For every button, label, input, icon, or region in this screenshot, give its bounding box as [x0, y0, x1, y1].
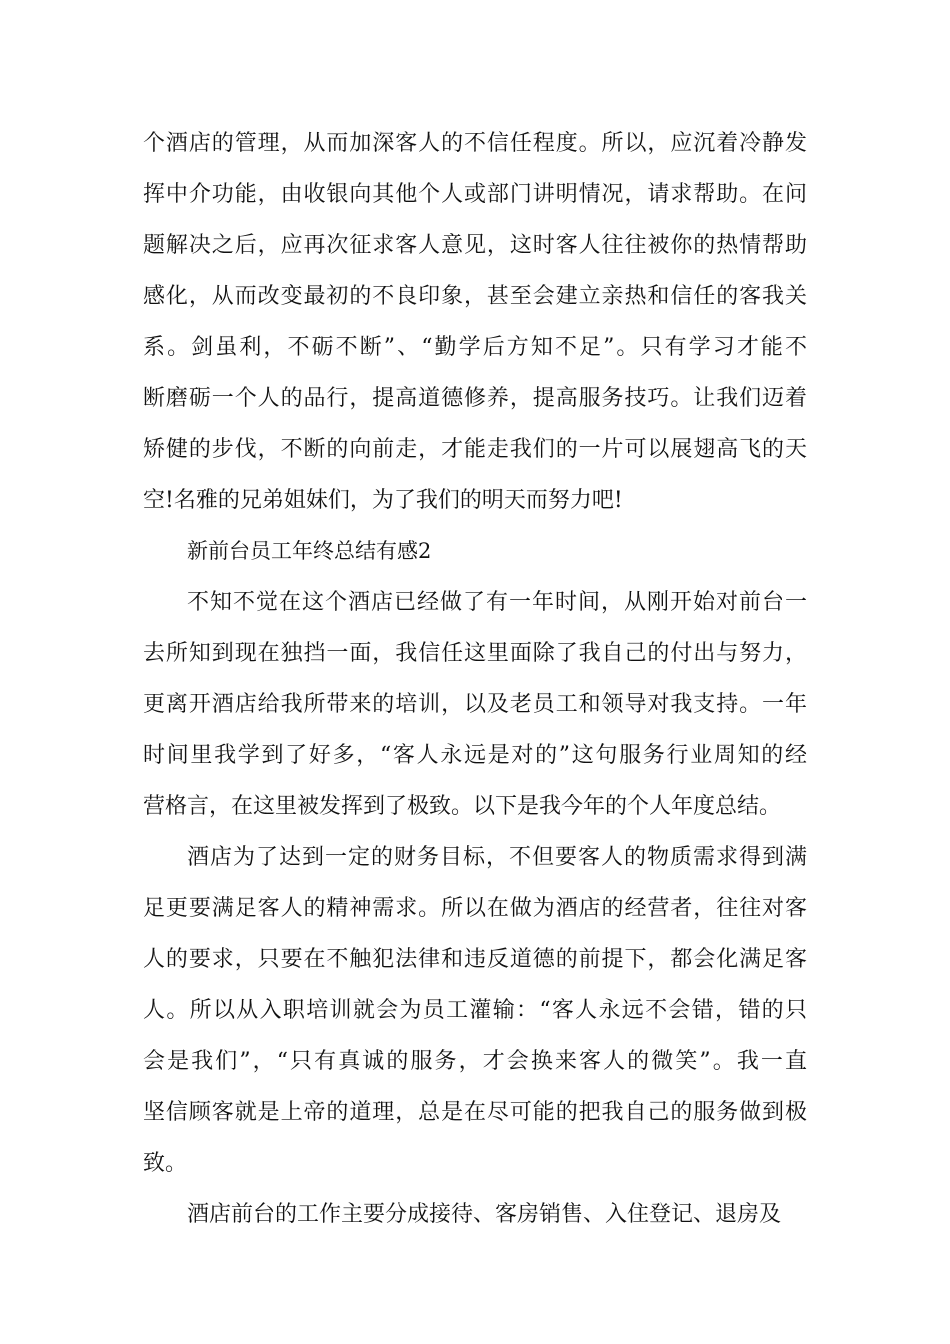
section-heading-text: 新前台员工年终总结有感2	[187, 539, 432, 563]
text-line: 题解决之后，应再次征求客人意见，这时客人往往被你的热情帮助	[143, 233, 807, 258]
text-line: 断磨砺一个人的品行，提高道德修养，提高服务技巧。让我们迈着	[143, 386, 807, 411]
text-line: 酒店为了达到一定的财务目标，不但要客人的物质需求得到满	[187, 845, 807, 870]
text-line: 更离开酒店给我所带来的培训，以及老员工和领导对我支持。一年	[143, 692, 807, 717]
text-line: 矫健的步伐，不断的向前走，才能走我们的一片可以展翅高飞的天	[143, 437, 807, 462]
paragraph-1	[143, 118, 807, 526]
paragraph-4	[143, 1189, 807, 1240]
text-line: 营格言，在这里被发挥到了极致。以下是我今年的个人年度总结。	[143, 794, 782, 819]
paragraph-3	[143, 832, 807, 1189]
section-heading	[143, 526, 807, 577]
text-line: 挥中介功能，由收银向其他个人或部门讲明情况，请求帮助。在问	[143, 182, 807, 207]
text-line: 酒店前台的工作主要分成接待、客房销售、入住登记、退房及	[187, 1202, 782, 1227]
document-page	[143, 118, 807, 1240]
text-line: 足更要满足客人的精神需求。所以在做为酒店的经营者，往往对客	[143, 896, 807, 921]
text-line: 感化，从而改变最初的不良印象，甚至会建立亲热和信任的客我关	[143, 284, 807, 309]
text-line: 系。剑虽利，不砺不断”、“勤学后方知不足”。只有学习才能不	[143, 335, 807, 360]
text-line: 会是我们”，“只有真诚的服务，才会换来客人的微笑”。我一直	[143, 1049, 807, 1074]
text-line: 去所知到现在独挡一面，我信任这里面除了我自己的付出与努力，	[143, 641, 807, 666]
text-line: 不知不觉在这个酒店已经做了有一年时间，从刚开始对前台一	[187, 590, 807, 615]
text-line: 个酒店的管理，从而加深客人的不信任程度。所以，应沉着冷静发	[143, 131, 807, 156]
text-line: 致。	[143, 1151, 188, 1176]
text-line: 坚信顾客就是上帝的道理，总是在尽可能的把我自己的服务做到极	[143, 1100, 807, 1125]
text-line: 时间里我学到了好多，“客人永远是对的”这句服务行业周知的经	[143, 743, 807, 768]
text-line: 空!名雅的兄弟姐妹们，为了我们的明天而努力吧!	[143, 488, 623, 513]
text-line: 人。所以从入职培训就会为员工灌输：“客人永远不会错，错的只	[143, 998, 807, 1023]
paragraph-2	[143, 577, 807, 832]
text-line: 人的要求，只要在不触犯法律和违反道德的前提下，都会化满足客	[143, 947, 807, 972]
